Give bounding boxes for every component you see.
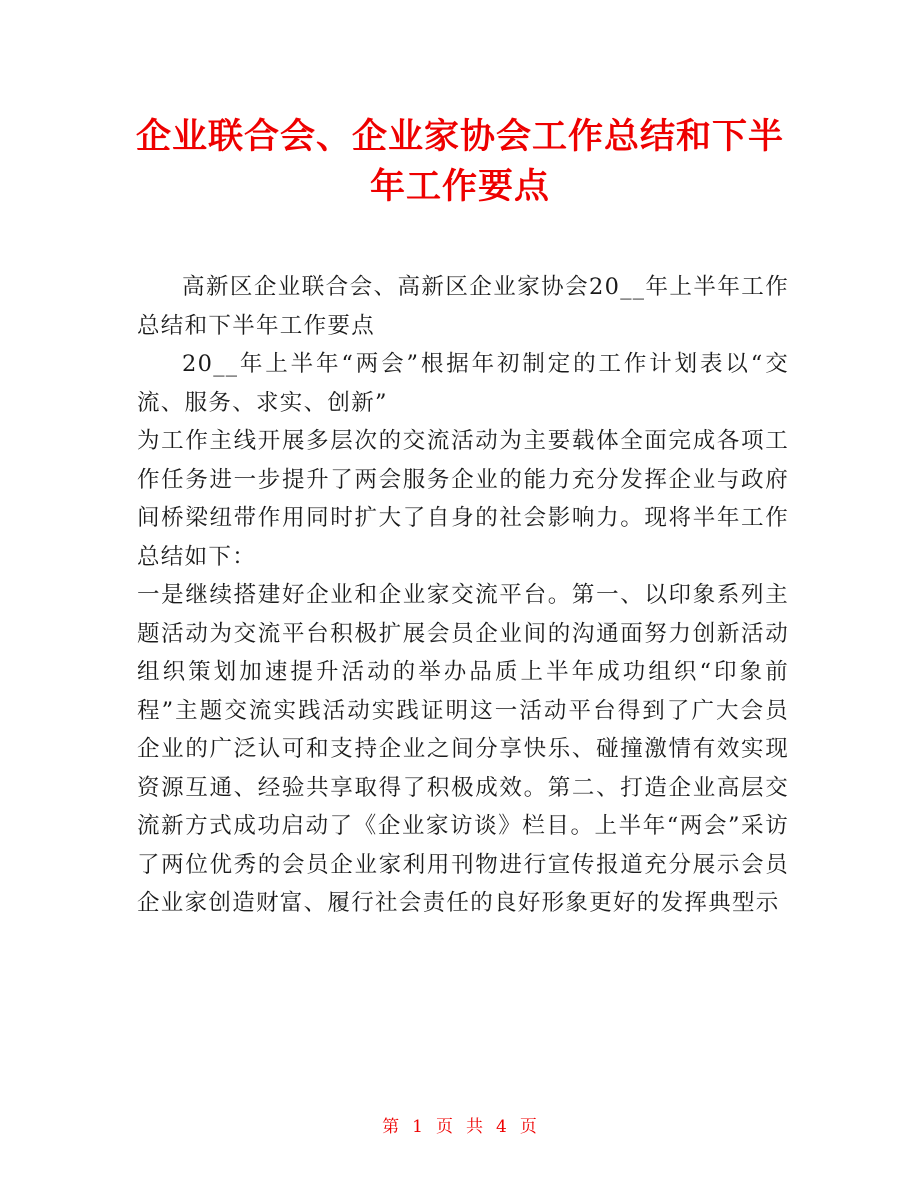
paragraph-intro: 20__年上半年“两会”根据年初制定的工作计划表以“交流、服务、求实、创新” — [137, 351, 789, 416]
page-total-number: 4 — [496, 1117, 508, 1137]
document-body — [137, 268, 789, 923]
page-label-mid: 页 — [436, 1117, 454, 1137]
page-label-prefix: 第 — [382, 1117, 401, 1137]
paragraph-point-one: 一是继续搭建好企业和企业家交流平台。第一、以印象系列主题活动为交流平台积极扩展会员企业间的沟通面努力创新活动组织策划加速提升活动的举办品质上半年成功组织“印象前程”主题交流实践活动实践证明这一活动平台得到了广大会员企业的广泛认可和支持企业之间分享快乐、碰撞激情有效实现资源互通、经验共享取得了积极成效。第二、打造企业高层交流新方式成功启动了《企业家访谈》栏目。上半年“两会”采访了两位优秀的会员企业家利用刊物进行宣传报道充分展示会员企业家创造财富、履行社会责任的良好形象更好的发挥典型示 — [137, 582, 789, 916]
page-footer — [0, 1112, 920, 1137]
paragraph-heading: 高新区企业联合会、高新区企业家协会20__年上半年工作总结和下半年工作要点 — [137, 274, 789, 339]
page-total-prefix: 共 — [466, 1117, 484, 1137]
page-current-number: 1 — [412, 1117, 424, 1137]
page-label-suffix: 页 — [519, 1117, 538, 1137]
paragraph-main-line: 为工作主线开展多层次的交流活动为主要载体全面完成各项工作任务进一步提升了两会服务企业的能力充分发挥企业与政府间桥梁纽带作用同时扩大了自身的社会影响力。现将半年工作总结如下： — [137, 428, 789, 570]
document-title: 企业联合会、企业家协会工作总结和下半年工作要点 — [135, 117, 784, 207]
